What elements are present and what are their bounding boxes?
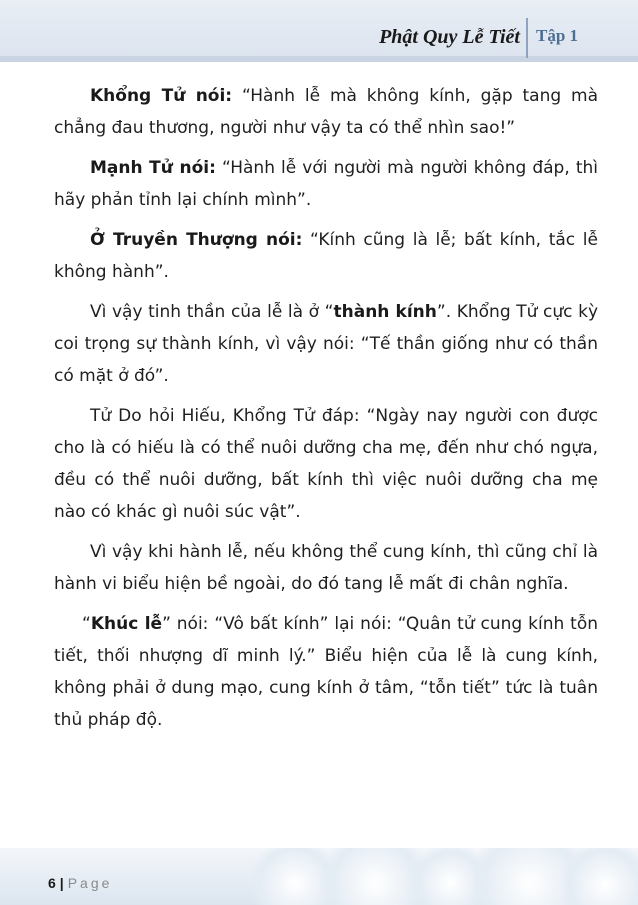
page-body [54, 80, 598, 744]
paragraph-3 [54, 224, 598, 288]
paragraph-1 [54, 80, 598, 144]
volume-label: Tập 1 [536, 26, 579, 45]
paragraph-5 [54, 400, 598, 528]
paragraph-lead: Mạnh Tử nói: [90, 158, 216, 178]
header-separator [526, 18, 528, 58]
paragraph-4 [54, 296, 598, 392]
paragraph-text: ”. Khổng Tử cực kỳ coi trọng sự thành kính, vì vậy nói: “Tế thần giống như có thần có mặt ở đó”. [54, 302, 599, 386]
paragraph-text: “Kính cũng là lễ; bất kính, tắc lễ không hành”. [54, 230, 598, 282]
blossom-decoration [560, 848, 638, 905]
page-number [48, 875, 112, 891]
page-word: Page [67, 875, 113, 891]
paragraph-7 [54, 608, 598, 736]
paragraph-text: “Hành lễ mà không kính, gặp tang mà chẳng đau thương, người như vậy ta có thể nhìn sao!” [54, 86, 599, 138]
paragraph-text: Tử Do hỏi Hiếu, Khổng Tử đáp: “Ngày nay người con được cho là có hiếu là có thể nuôi dưỡng cha mẹ, đến như chó ngựa, đều có thể nuôi dưỡng, bất kính thì việc nuôi dưỡng cha mẹ nào có khác gì nuôi súc vật”. [54, 406, 598, 522]
paragraph-lead: Khổng Tử nói: [90, 86, 233, 106]
book-title: Phật Quy Lễ Tiết [379, 26, 520, 48]
paragraph-text: Vì vậy khi hành lễ, nếu không thể cung kính, thì cũng chỉ là hành vi biểu hiện bề ngoài, do đó tang lễ mất đi chân nghĩa. [54, 542, 598, 594]
emphasis: Khúc lễ [90, 614, 163, 634]
paragraph-text: Vì vậy tinh thần của lễ là ở “ [90, 302, 334, 322]
paragraph-text: “ [82, 614, 91, 634]
emphasis: thành kính [333, 302, 437, 322]
paragraph-2 [54, 152, 598, 216]
paragraph-6 [54, 536, 598, 600]
page-header [0, 0, 638, 62]
page-number-value: 6 [48, 875, 56, 891]
paragraph-text: “Hành lễ với người mà người không đáp, thì hãy phản tỉnh lại chính mình”. [54, 158, 598, 210]
page-number-separator: | [59, 875, 64, 891]
paragraph-text: ” nói: “Vô bất kính” lại nói: “Quân tử cung kính tỗn tiết, thối nhượng dĩ minh lý.” Biểu hiện của lễ là cung kính, không phải ở dung mạo, cung kính ở tâm, “tỗn tiết” tức là tuân thủ pháp độ. [54, 614, 599, 730]
paragraph-lead: Ở Truyền Thượng nói: [90, 230, 303, 250]
header-band [0, 56, 638, 62]
page-footer [0, 848, 638, 905]
